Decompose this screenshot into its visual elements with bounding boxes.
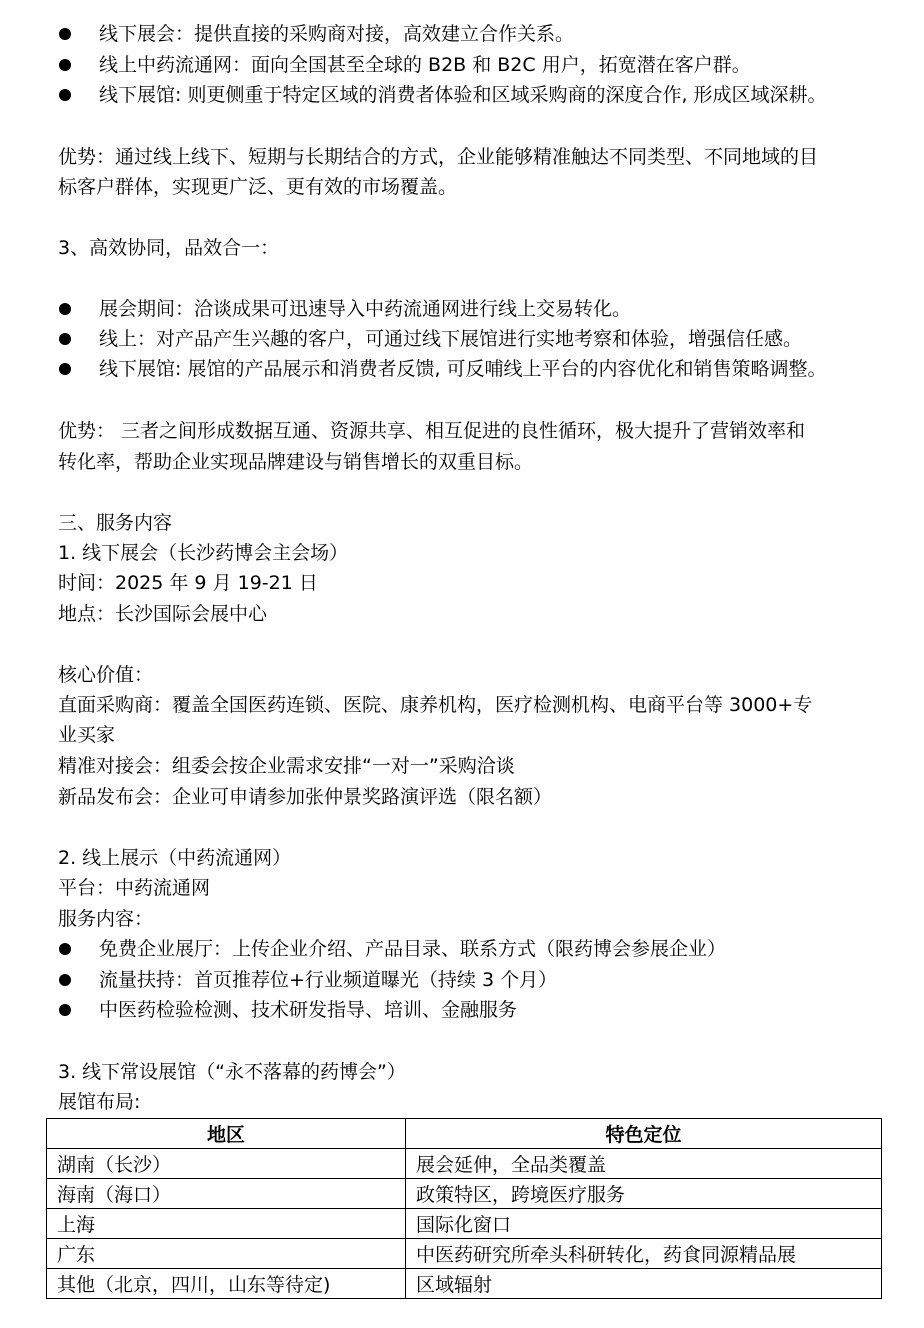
section-heading: 三、服务内容 xyxy=(58,512,173,534)
subsection-title: 2. 线上展示（中药流通网） xyxy=(58,847,292,869)
section-heading: 3、高效协同，品效合一： xyxy=(58,237,280,259)
list-item-text: 线下展馆: 则更侧重于特定区域的消费者体验和区域采购商的深度合作, 形成区域深耕。 xyxy=(99,84,827,106)
launch-line: 新品发布会：企业可申请参加张仲景奖路演评选（限名额） xyxy=(58,786,553,808)
bullet-icon xyxy=(59,28,71,40)
table-row xyxy=(47,1209,882,1239)
table-row xyxy=(47,1269,882,1299)
advantage-paragraph-line: 优势： 三者之间形成数据互通、资源共享、相互促进的良性循环，极大提升了营销效率和 xyxy=(58,420,806,442)
positioning-cell: 展会延伸，全品类覆盖 xyxy=(406,1149,882,1179)
subsection-title: 3. 线下常设展馆（“永不落幕的药博会”） xyxy=(58,1061,406,1083)
hall-layout-table xyxy=(46,1118,882,1299)
advantage-paragraph-line: 转化率，帮助企业实现品牌建设与销售增长的双重目标。 xyxy=(58,451,534,473)
positioning-cell: 政策特区，跨境医疗服务 xyxy=(406,1179,882,1209)
table-row xyxy=(47,1179,882,1209)
bullet-icon xyxy=(59,1004,71,1016)
content-label: 服务内容： xyxy=(58,908,154,930)
region-cell: 海南（海口） xyxy=(47,1179,406,1209)
list-item-text: 中医药检验检测、技术研发指导、培训、金融服务 xyxy=(99,999,518,1021)
advantage-paragraph-line: 标客户群体，实现更广泛、更有效的市场覆盖。 xyxy=(58,176,458,198)
buyers-line: 直面采购商：覆盖全国医药连锁、医院、康养机构，医疗检测机构、电商平台等 3000+专 xyxy=(58,694,813,716)
event-time: 时间：2025 年 9 月 19-21 日 xyxy=(58,572,318,594)
list-item-text: 线上：对产品产生兴趣的客户，可通过线下展馆进行实地考察和体验，增强信任感。 xyxy=(99,328,803,350)
event-place: 地点：长沙国际会展中心 xyxy=(58,603,268,625)
subsection-title: 1. 线下展会（长沙药博会主会场） xyxy=(58,542,349,564)
list-item-text: 免费企业展厅：上传企业介绍、产品目录、联系方式（限药博会参展企业） xyxy=(99,938,727,960)
bullet-icon xyxy=(59,363,71,375)
list-item-text: 线下展馆: 展馆的产品展示和消费者反馈, 可反哺线上平台的内容优化和销售策略调整。 xyxy=(99,358,827,380)
list-item-text: 线下展会：提供直接的采购商对接，高效建立合作关系。 xyxy=(99,23,575,45)
table-row xyxy=(47,1239,882,1269)
region-cell: 湖南（长沙） xyxy=(47,1149,406,1179)
positioning-cell: 国际化窗口 xyxy=(406,1209,882,1239)
advantage-paragraph-line: 优势：通过线上线下、短期与长期结合的方式，企业能够精准触达不同类型、不同地域的目 xyxy=(58,146,819,168)
list-item-text: 流量扶持：首页推荐位+行业频道曝光（持续 3 个月） xyxy=(99,969,558,991)
buyers-line: 业买家 xyxy=(58,724,116,746)
list-item-text: 展会期间：洽谈成果可迅速导入中药流通网进行线上交易转化。 xyxy=(99,298,632,320)
core-value-label: 核心价值： xyxy=(58,664,154,686)
platform-line: 平台：中药流通网 xyxy=(58,877,211,899)
region-cell: 上海 xyxy=(47,1209,406,1239)
positioning-cell: 中医药研究所牵头科研转化，药食同源精品展 xyxy=(406,1239,882,1269)
table-header-row xyxy=(47,1119,882,1149)
column-header-positioning: 特色定位 xyxy=(406,1119,882,1149)
list-item-text: 线上中药流通网：面向全国甚至全球的 B2B 和 B2C 用户，拓宽潜在客户群。 xyxy=(99,54,751,76)
positioning-cell: 区域辐射 xyxy=(406,1269,882,1299)
bullet-icon xyxy=(59,943,71,955)
bullet-icon xyxy=(59,89,71,101)
column-header-region: 地区 xyxy=(47,1119,406,1149)
bullet-icon xyxy=(59,974,71,986)
layout-label: 展馆布局: xyxy=(58,1091,141,1113)
matchmaking-line: 精准对接会：组委会按企业需求安排“一对一”采购洽谈 xyxy=(58,755,515,777)
region-cell: 其他（北京，四川，山东等待定) xyxy=(47,1269,406,1299)
bullet-icon xyxy=(59,59,71,71)
region-cell: 广东 xyxy=(47,1239,406,1269)
bullet-icon xyxy=(59,333,71,345)
table-row xyxy=(47,1149,882,1179)
bullet-icon xyxy=(59,303,71,315)
